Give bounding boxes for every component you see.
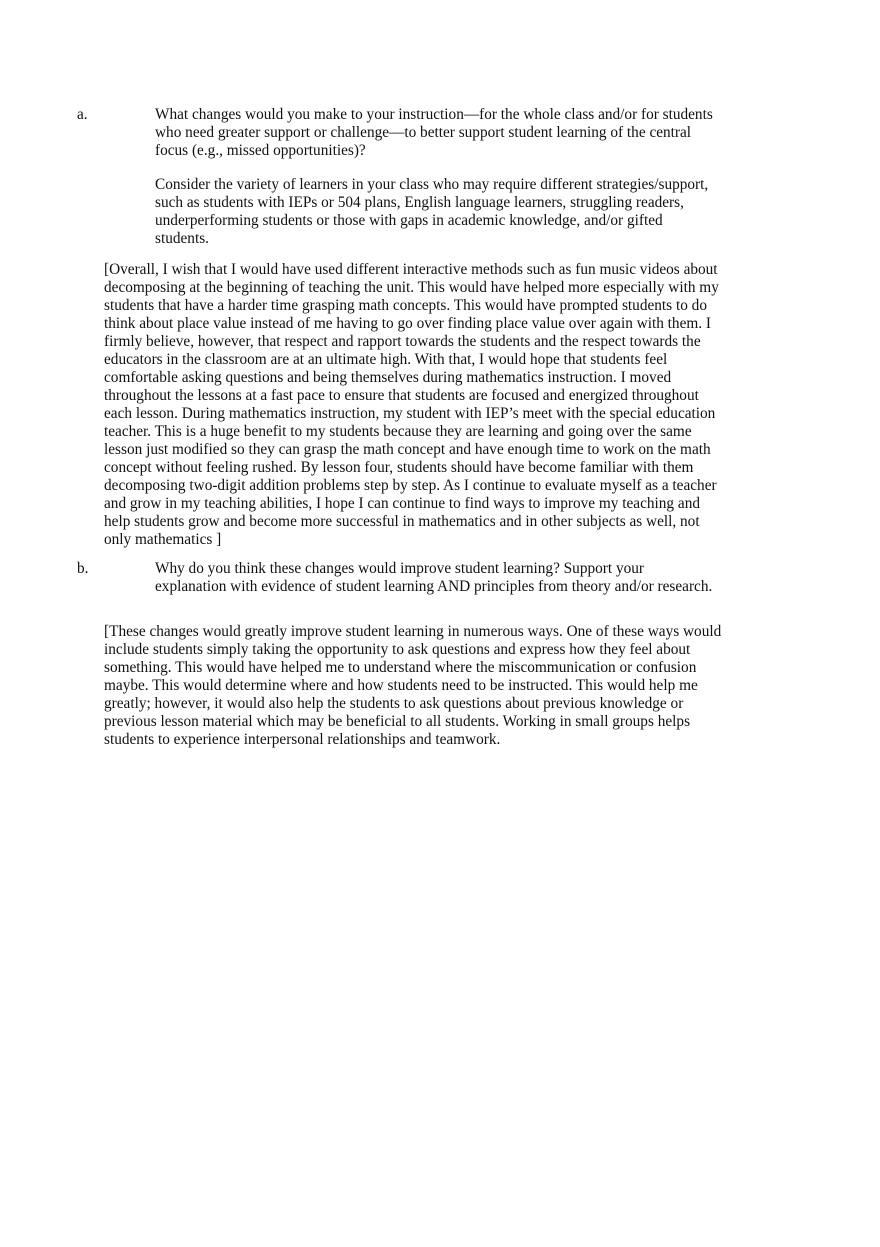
question-b-answer-text: [These changes would greatly improve student learning in numerous ways. One of these ways would include students simply taking the opportunity to ask questions and express how they feel about something. This would have helped me to understand where the miscommunication or confusion maybe. This would determine where and how students need to be instructed. This would help me greatly; however, it would also help the students to ask questions about previous knowledge or previous lesson material which may be beneficial to all students. Working in small groups helps students to experience interpersonal relationships and teamwork. <box>104 623 722 748</box>
question-a-guidance-note <box>155 176 715 248</box>
question-b-prompt-text: Why do you think these changes would improve student learning? Support your explanation with evidence of student learning AND principles from theory and/or research. <box>155 560 713 595</box>
question-a-prompt-text: What changes would you make to your instruction—for the whole class and/or for students who need greater support or challenge—to better support student learning of the central focus (e.g., missed opportunities)? <box>155 106 713 159</box>
question-a-guidance-text: Consider the variety of learners in your class who may require different strategies/support, such as students with IEPs or 504 plans, English language learners, struggling readers, underperforming students or those with gaps in academic knowledge, and/or gifted students. <box>155 176 709 247</box>
question-b-answer <box>104 623 722 749</box>
question-a-prompt <box>155 106 715 160</box>
question-a-answer-text: [Overall, I wish that I would have used different interactive methods such as fun music videos about decomposing at the beginning of teaching the unit. This would have helped more especially with my students that have a harder time grasping math concepts. This would have prompted students to do think about place value instead of me having to go over finding place value over again with them. I firmly believe, however, that respect and rapport towards the students and the respect towards the educators in the classroom are at an ultimate high. With that, I would hope that students feel comfortable asking questions and being themselves during mathematics instruction. I moved throughout the lessons at a fast pace to ensure that students are focused and energized throughout each lesson. During mathematics instruction, my student with IEP’s meet with the special education teacher. This is a huge benefit to my students because they are learning and going over the same lesson just modified so they can grasp the math concept and have enough time to work on the math concept without feeling rushed. By lesson four, students should have become familiar with them decomposing two-digit addition problems step by step. As I continue to evaluate myself as a teacher and grow in my teaching abilities, I hope I can continue to find ways to improve my teaching and help students grow and become more successful in mathematics and in other subjects as well, not only mathematics ] <box>104 261 719 548</box>
question-a-label: a. <box>77 106 88 123</box>
question-a-answer <box>104 261 722 549</box>
question-b-prompt <box>155 560 715 596</box>
question-b-label: b. <box>77 560 89 577</box>
